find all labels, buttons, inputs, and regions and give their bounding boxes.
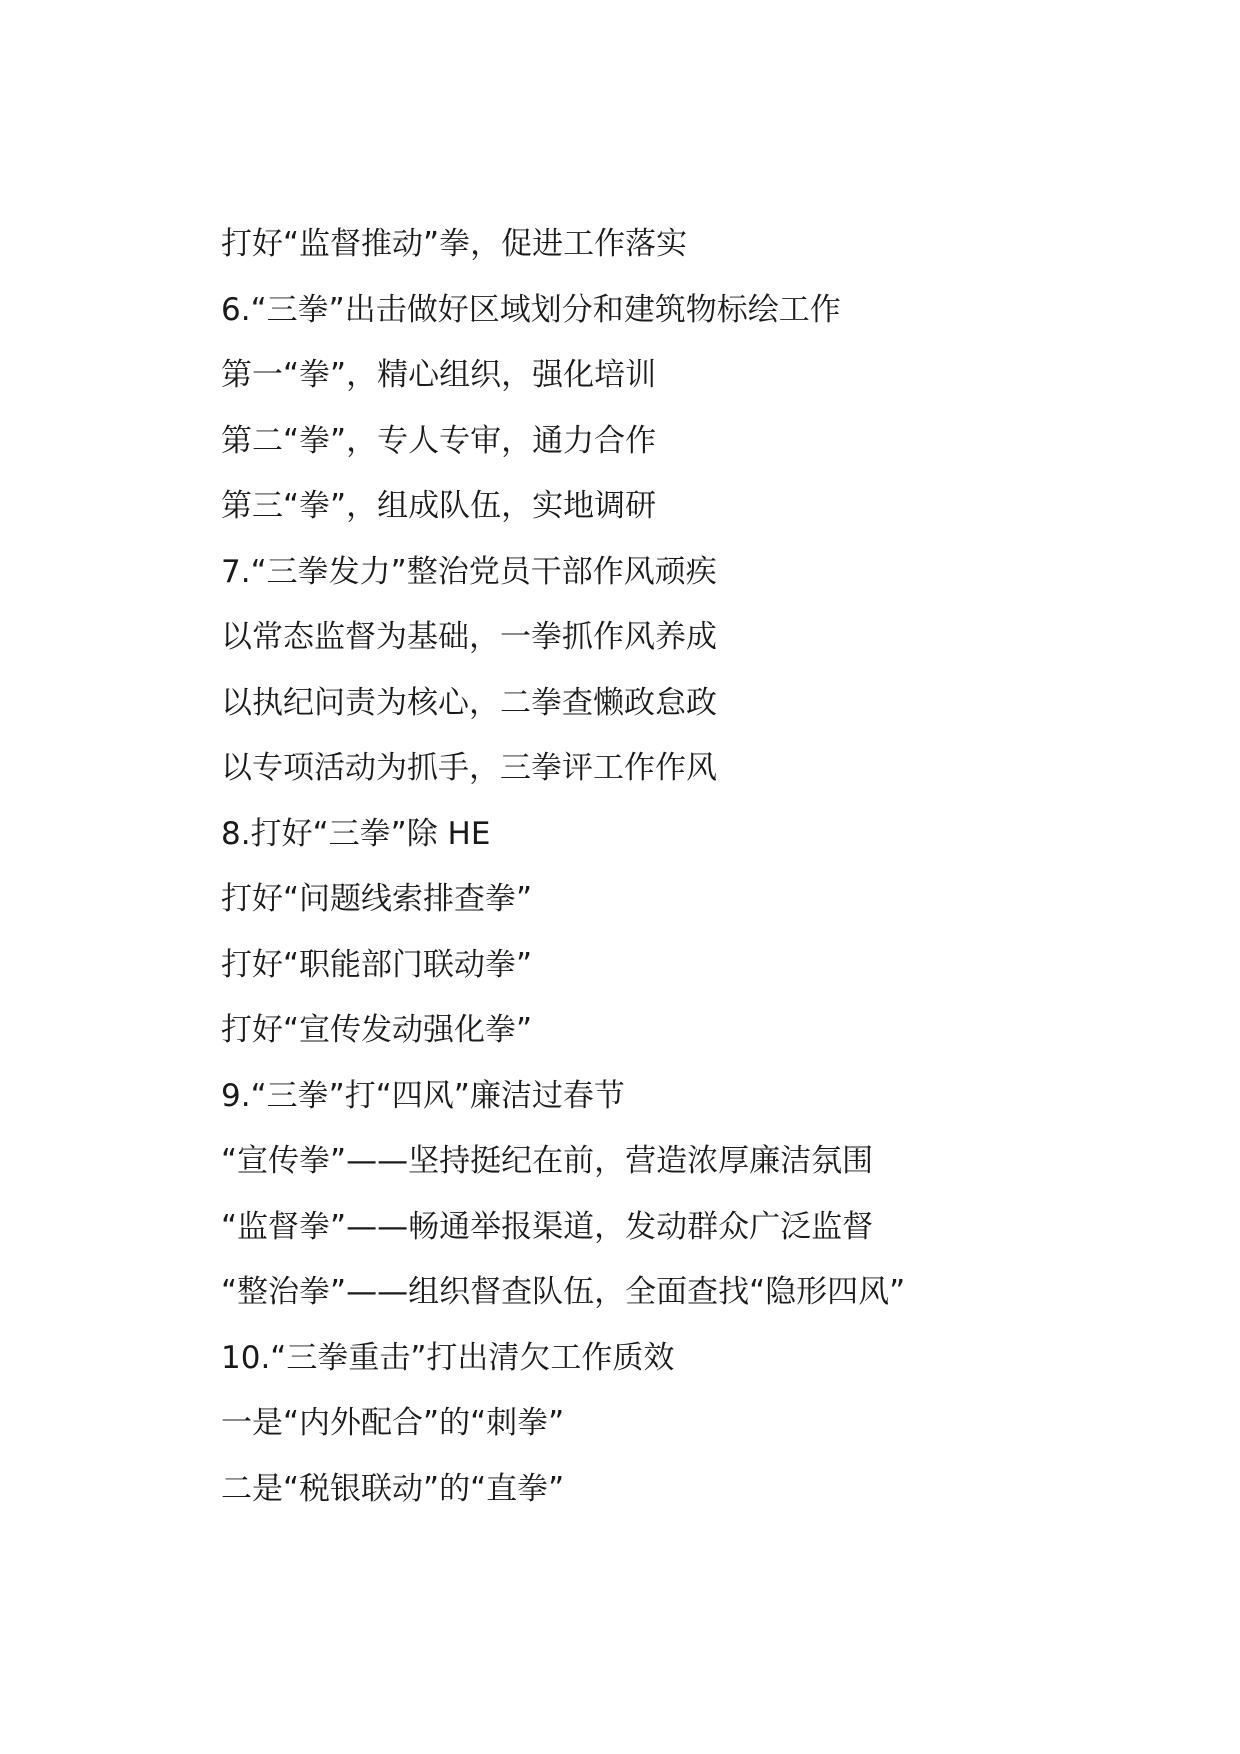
text-line: “整治拳”——组织督查队伍，全面查找“隐形四风” bbox=[221, 1274, 906, 1310]
text-line: 打好“职能部门联动拳” bbox=[221, 946, 533, 983]
text-line: 打好“宣传发动强化拳” bbox=[221, 1012, 533, 1048]
section-heading: 6.“三拳”出击做好区域划分和建筑物标绘工作 bbox=[221, 291, 841, 328]
text-line: 打好“问题线索排查拳” bbox=[221, 881, 533, 917]
section-heading: 9.“三拳”打“四风”廉洁过春节 bbox=[221, 1077, 625, 1114]
section-heading: 10.“三拳重击”打出清欠工作质效 bbox=[221, 1339, 675, 1376]
text-line: 第一“拳”，精心组织，强化培训 bbox=[221, 357, 657, 393]
text-line: 二是“税银联动”的“直拳” bbox=[221, 1470, 565, 1507]
text-line: 以专项活动为抓手，三拳评工作作风 bbox=[221, 750, 717, 786]
text-line: 打好“监督推动”拳，促进工作落实 bbox=[221, 226, 688, 262]
section-heading: 7.“三拳发力”整治党员干部作风顽疾 bbox=[221, 553, 717, 590]
text-line: 第二“拳”，专人专审，通力合作 bbox=[221, 422, 657, 459]
text-line: 一是“内外配合”的“刺拳” bbox=[221, 1405, 565, 1441]
text-line: “宣传拳”——坚持挺纪在前，营造浓厚廉洁氛围 bbox=[221, 1143, 874, 1179]
text-line: 以常态监督为基础，一拳抓作风养成 bbox=[221, 619, 717, 655]
text-line: 以执纪问责为核心，二拳查懒政怠政 bbox=[221, 684, 717, 721]
text-line: 第三“拳”，组成队伍，实地调研 bbox=[221, 488, 657, 524]
document-body bbox=[221, 215, 1181, 1525]
section-heading: 8.打好“三拳”除 HE bbox=[221, 815, 491, 852]
text-line: “监督拳”——畅通举报渠道，发动群众广泛监督 bbox=[221, 1208, 874, 1245]
